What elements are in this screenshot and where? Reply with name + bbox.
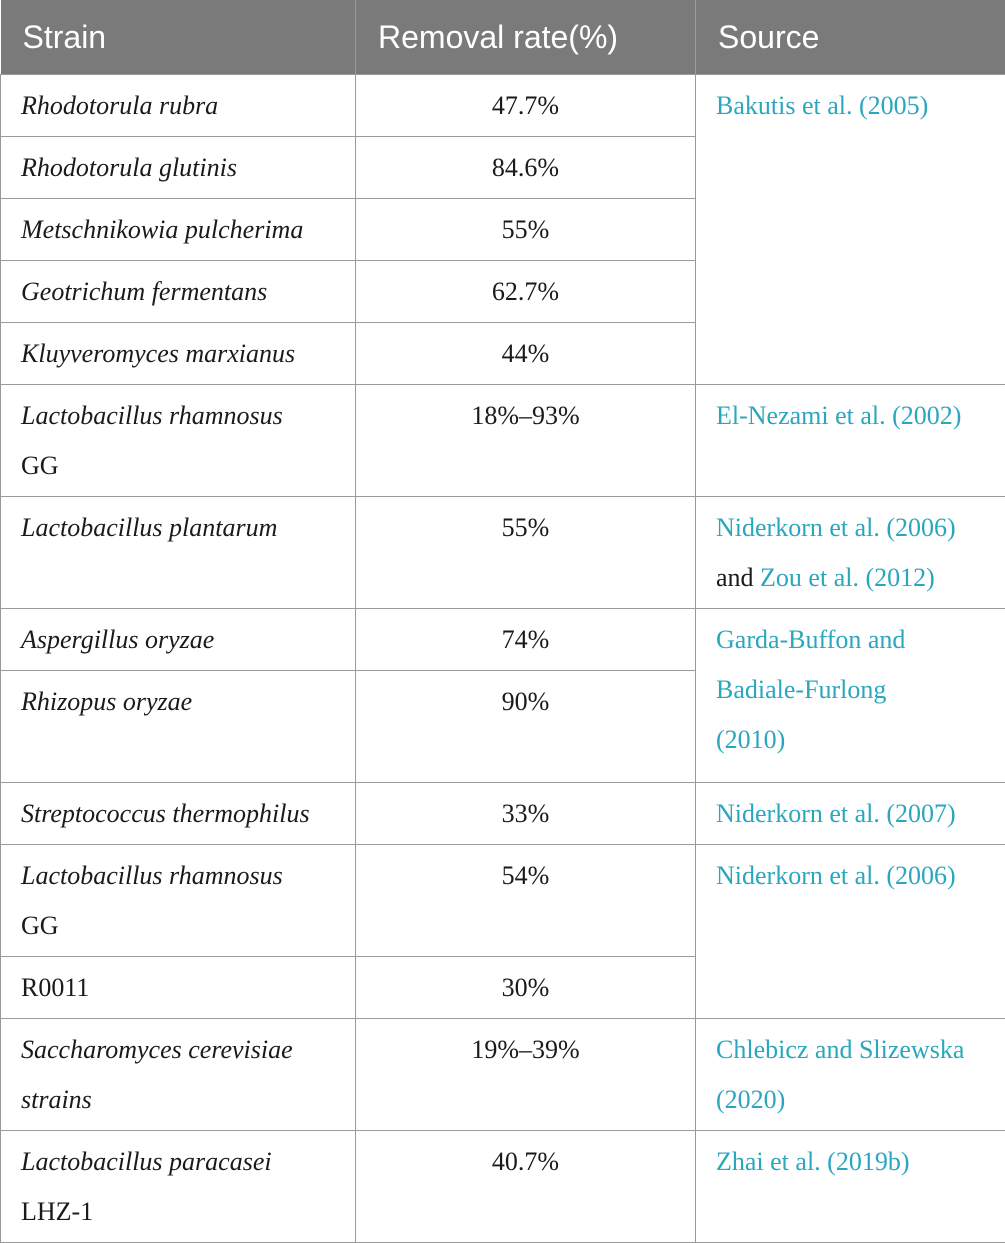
rate-cell: 74% xyxy=(356,609,696,671)
table-header xyxy=(1,0,1005,75)
source-link[interactable] xyxy=(696,1019,1005,1131)
rate-cell: 44% xyxy=(356,323,696,385)
rate-cell: 19%–39% xyxy=(356,1019,696,1131)
strain-cell: Geotrichum fermentans xyxy=(1,261,356,323)
strain-cell: Aspergillus oryzae xyxy=(1,609,356,671)
source-link[interactable]: Zou et al. (2012) xyxy=(760,563,935,592)
strain-line: strains xyxy=(21,1075,355,1125)
strain-line: Saccharomyces cerevisiae xyxy=(21,1025,355,1075)
strain-cell: Rhizopus oryzae xyxy=(1,671,356,783)
rate-cell: 62.7% xyxy=(356,261,696,323)
rate-cell: 84.6% xyxy=(356,137,696,199)
strain-cell xyxy=(1,1131,356,1243)
strain-cell: Rhodotorula glutinis xyxy=(1,137,356,199)
source-line: Badiale-Furlong xyxy=(716,665,997,715)
strain-cell xyxy=(1,1019,356,1131)
table-row xyxy=(1,497,1005,609)
source-link[interactable]: Zhai et al. (2019b) xyxy=(696,1131,1005,1243)
table-row xyxy=(1,1019,1005,1131)
strain-line: LHZ-1 xyxy=(21,1187,355,1237)
table-row xyxy=(1,1131,1005,1243)
strain-cell: Kluyveromyces marxianus xyxy=(1,323,356,385)
strain-cell: R0011 xyxy=(1,957,356,1019)
rate-cell: 30% xyxy=(356,957,696,1019)
table-row xyxy=(1,783,1005,845)
source-link[interactable]: El-Nezami et al. (2002) xyxy=(696,385,1005,497)
source-line: Garda-Buffon and xyxy=(716,615,997,665)
rate-cell: 54% xyxy=(356,845,696,957)
table-row xyxy=(1,385,1005,497)
rate-cell: 55% xyxy=(356,497,696,609)
strain-line: Lactobacillus paracasei xyxy=(21,1137,355,1187)
rate-cell: 33% xyxy=(356,783,696,845)
strain-line: Lactobacillus rhamnosus xyxy=(21,391,355,441)
source-link[interactable]: Bakutis et al. (2005) xyxy=(696,75,1005,385)
rate-cell: 18%–93% xyxy=(356,385,696,497)
strain-cell: Streptococcus thermophilus xyxy=(1,783,356,845)
strain-line: Lactobacillus rhamnosus xyxy=(21,851,355,901)
source-and: and xyxy=(716,563,754,592)
strain-line: GG xyxy=(21,901,355,951)
header-source: Source xyxy=(696,0,1005,75)
header-strain: Strain xyxy=(1,0,356,75)
table-row xyxy=(1,609,1005,671)
source-cell xyxy=(696,497,1005,609)
strain-line: GG xyxy=(21,441,355,491)
source-link[interactable]: Niderkorn et al. (2006) xyxy=(716,503,997,553)
strain-cell xyxy=(1,845,356,957)
header-removal-rate: Removal rate(%) xyxy=(356,0,696,75)
source-link[interactable]: Niderkorn et al. (2007) xyxy=(696,783,1005,845)
strain-cell: Metschnikowia pulcherima xyxy=(1,199,356,261)
rate-cell: 90% xyxy=(356,671,696,783)
source-line: (2010) xyxy=(716,715,997,765)
strain-cell: Rhodotorula rubra xyxy=(1,75,356,137)
table-row xyxy=(1,845,1005,957)
source-link[interactable] xyxy=(696,609,1005,783)
strain-cell xyxy=(1,385,356,497)
rate-cell: 47.7% xyxy=(356,75,696,137)
rate-cell: 55% xyxy=(356,199,696,261)
table-row xyxy=(1,75,1005,137)
source-line: Chlebicz and Slizewska xyxy=(716,1025,997,1075)
source-line: (2020) xyxy=(716,1075,997,1125)
source-link[interactable]: Niderkorn et al. (2006) xyxy=(696,845,1005,1019)
strain-cell: Lactobacillus plantarum xyxy=(1,497,356,609)
rate-cell: 40.7% xyxy=(356,1131,696,1243)
